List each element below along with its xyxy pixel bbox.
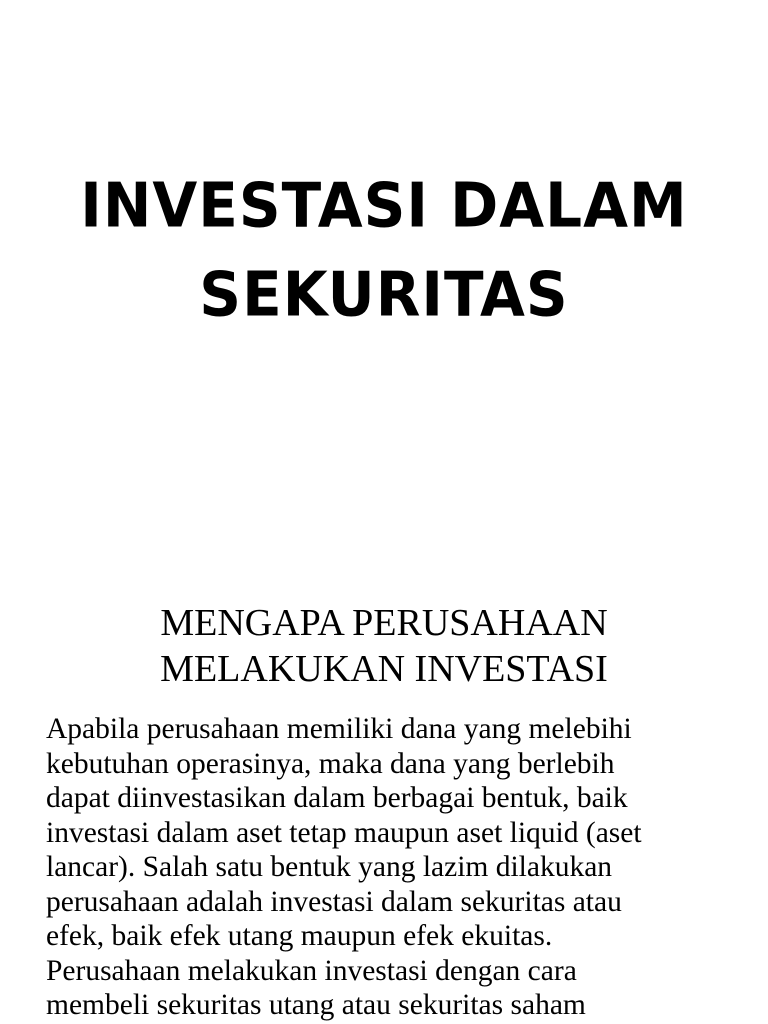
- body-line: Apabila perusahaan memiliki dana yang melebihi: [46, 713, 632, 745]
- section-heading-line-2: MELAKUKAN INVESTASI: [160, 648, 608, 690]
- title-line-1: INVESTASI DALAM: [80, 169, 688, 242]
- body-line: Perusahaan melakukan investasi dengan cara: [46, 954, 577, 987]
- body-line: efek, baik efek utang maupun efek ekuitas.: [46, 920, 553, 952]
- body-line: investasi dalam aset tetap maupun aset liquid (aset: [46, 816, 642, 849]
- body-paragraph: [46, 712, 736, 1023]
- title-line-2: SEKURITAS: [199, 258, 569, 331]
- body-line: kebutuhan operasinya, maka dana yang berlebih: [46, 747, 615, 780]
- body-line: dapat diinvestasikan dalam berbagai bentuk, baik: [46, 782, 628, 814]
- section-heading: [0, 600, 768, 692]
- section-heading-line-1: MENGAPA PERUSAHAAN: [160, 602, 608, 644]
- page-title: [0, 161, 768, 339]
- body-line: perusahaan adalah investasi dalam sekuritas atau: [46, 885, 622, 918]
- body-line: membeli sekuritas utang atau sekuritas saham: [46, 989, 586, 1021]
- body-line: lancar). Salah satu bentuk yang lazim dilakukan: [46, 851, 613, 883]
